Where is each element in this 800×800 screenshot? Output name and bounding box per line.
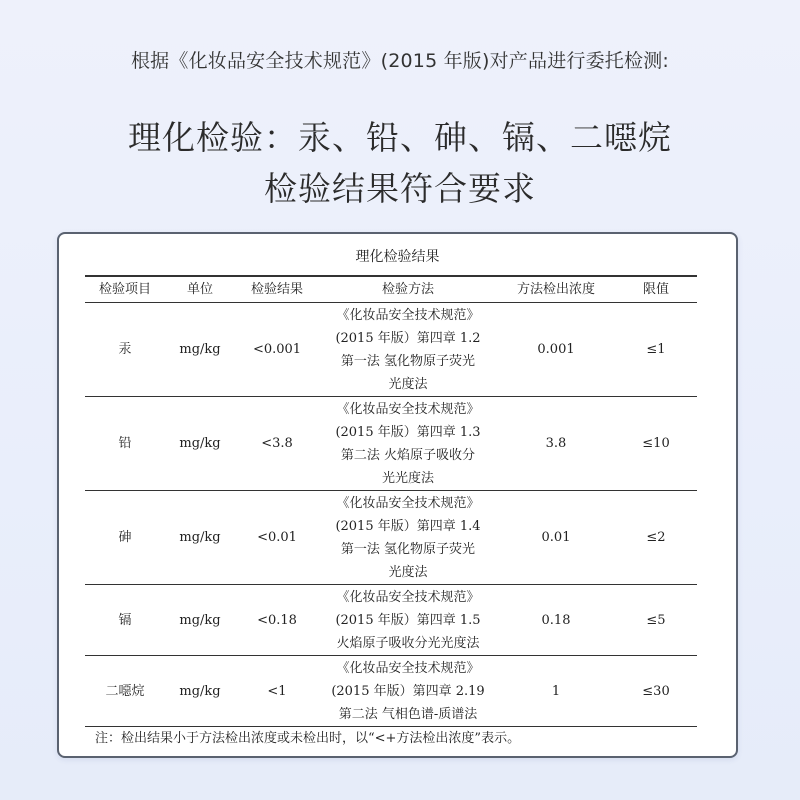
headline-line-2: 检验结果符合要求: [264, 169, 536, 208]
method-line: 《化妆品安全技术规范》: [336, 307, 480, 323]
cell-method: [319, 585, 497, 656]
method-line: 光度法: [388, 564, 428, 580]
cell-detection: 0.001: [497, 303, 615, 397]
result-table: [85, 275, 697, 727]
header-method: 检验方法: [319, 276, 497, 303]
header-unit: 单位: [165, 276, 235, 303]
cell-limit: ≤1: [615, 303, 697, 397]
table-footnote: 注：检出结果小于方法检出浓度或未检出时，以“<+方法检出浓度”表示。: [95, 731, 521, 746]
table-row: [85, 656, 697, 727]
method-line: 光光度法: [381, 470, 434, 486]
table-row: [85, 397, 697, 491]
table-row: [85, 585, 697, 656]
cell-limit: ≤2: [615, 491, 697, 585]
cell-item: 汞: [85, 303, 165, 397]
method-line: (2015 年版）第四章 2.19: [331, 683, 485, 699]
method-line: 《化妆品安全技术规范》: [336, 660, 480, 676]
cell-result: <0.18: [235, 585, 319, 656]
cell-unit: mg/kg: [165, 491, 235, 585]
method-line: 第一法 氢化物原子荧光: [340, 541, 476, 557]
cell-item: 砷: [85, 491, 165, 585]
cell-method: [319, 491, 497, 585]
cell-detection: 3.8: [497, 397, 615, 491]
cell-result: <3.8: [235, 397, 319, 491]
cell-item: 铅: [85, 397, 165, 491]
table-row: [85, 303, 697, 397]
method-line: (2015 年版）第四章 1.2: [335, 330, 481, 346]
cell-limit: ≤30: [615, 656, 697, 727]
cell-unit: mg/kg: [165, 397, 235, 491]
cell-result: <1: [235, 656, 319, 727]
method-line: 火焰原子吸收分光光度法: [336, 635, 480, 651]
method-line: 第二法 气相色谱-质谱法: [338, 706, 478, 722]
cell-method: [319, 656, 497, 727]
cell-detection: 0.18: [497, 585, 615, 656]
method-line: (2015 年版）第四章 1.3: [335, 424, 481, 440]
method-line: 《化妆品安全技术规范》: [336, 495, 480, 511]
method-line: 第二法 火焰原子吸收分: [340, 447, 476, 463]
table-row: [85, 491, 697, 585]
cell-limit: ≤5: [615, 585, 697, 656]
cell-unit: mg/kg: [165, 656, 235, 727]
headline-line-1: 理化检验：汞、铅、砷、镉、二噁烷: [128, 118, 672, 157]
table-header-row: [85, 276, 697, 303]
method-line: 第一法 氢化物原子荧光: [340, 353, 476, 369]
cell-detection: 1: [497, 656, 615, 727]
cell-method: [319, 397, 497, 491]
method-line: (2015 年版）第四章 1.5: [335, 612, 481, 628]
method-line: 《化妆品安全技术规范》: [336, 589, 480, 605]
method-line: 《化妆品安全技术规范》: [336, 401, 480, 417]
cell-result: <0.01: [235, 491, 319, 585]
header-detection: 方法检出浓度: [497, 276, 615, 303]
cell-item: 镉: [85, 585, 165, 656]
result-table-card: [57, 232, 738, 758]
cell-method: [319, 303, 497, 397]
header-result: 检验结果: [235, 276, 319, 303]
intro-text: 根据《化妆品安全技术规范》(2015 年版)对产品进行委托检测:: [130, 50, 670, 72]
method-line: 光度法: [388, 376, 428, 392]
header-item: 检验项目: [85, 276, 165, 303]
cell-unit: mg/kg: [165, 303, 235, 397]
cell-limit: ≤10: [615, 397, 697, 491]
cell-detection: 0.01: [497, 491, 615, 585]
header-limit: 限值: [615, 276, 697, 303]
cell-result: <0.001: [235, 303, 319, 397]
table-title: 理化检验结果: [355, 249, 440, 265]
method-line: (2015 年版）第四章 1.4: [335, 518, 481, 534]
cell-item: 二噁烷: [85, 656, 165, 727]
cell-unit: mg/kg: [165, 585, 235, 656]
